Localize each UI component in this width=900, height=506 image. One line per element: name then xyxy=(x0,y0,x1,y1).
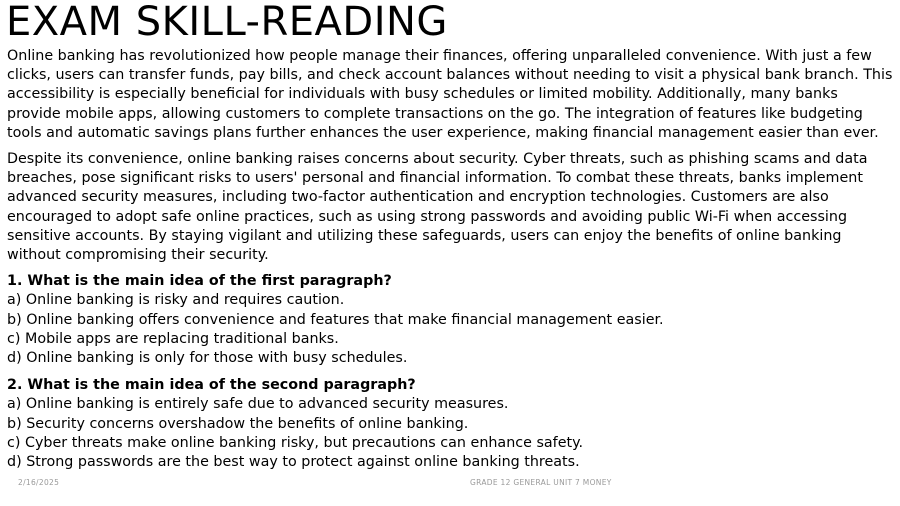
question-1-option-a: a) Online banking is risky and requires caution. xyxy=(7,292,345,309)
passage-paragraph-2: Despite its convenience, online banking raises concerns about security. Cyber threats, such as phishing scams and data breaches, pose significant risks to users' personal and financial information. To combat these threats, banks implement advanced security measures, including two-factor authentication and encryption technologies. Customers are also encouraged to adopt safe online practices, such as using strong passwords and avoiding public Wi-Fi when accessing sensitive accounts. By staying vigilant and utilizing these safeguards, users can enjoy the benefits of online banking without compromising their security. xyxy=(7,151,868,264)
question-2-option-d: d) Strong passwords are the best way to protect against online banking threats. xyxy=(7,454,580,471)
question-1-option-c: c) Mobile apps are replacing traditional banks. xyxy=(7,330,339,347)
footer-date: 2/16/2025 xyxy=(18,478,60,487)
question-1-option-b: b) Online banking offers convenience and features that make financial management easier. xyxy=(7,311,664,328)
question-1-prompt: 1. What is the main idea of the first paragraph? xyxy=(7,273,392,290)
question-1 xyxy=(7,272,895,368)
footer-title: GRADE 12 GENERAL UNIT 7 MONEY xyxy=(470,478,612,487)
question-2-option-c: c) Cyber threats make online banking risky, but precautions can enhance safety. xyxy=(7,434,584,451)
question-2-prompt: 2. What is the main idea of the second paragraph? xyxy=(7,377,416,394)
question-1-option-d: d) Online banking is only for those with busy schedules. xyxy=(7,350,408,367)
question-2-option-b: b) Security concerns overshadow the benefits of online banking. xyxy=(7,415,469,432)
question-2-option-a: a) Online banking is entirely safe due to advanced security measures. xyxy=(7,396,509,413)
page-title: EXAM SKILL-READING xyxy=(6,0,448,45)
question-2 xyxy=(7,376,895,472)
slide-content xyxy=(7,47,895,480)
passage-paragraph-1: Online banking has revolutionized how people manage their finances, offering unparalleled convenience. With just a few clicks, users can transfer funds, pay bills, and check account balances without needing to visit a physical bank branch. This accessibility is especially beneficial for individuals with busy schedules or limited mobility. Additionally, many banks provide mobile apps, allowing customers to complete transactions on the go. The integration of features like budgeting tools and automatic savings plans further enhances the user experience, making financial management easier than ever. xyxy=(7,48,893,141)
